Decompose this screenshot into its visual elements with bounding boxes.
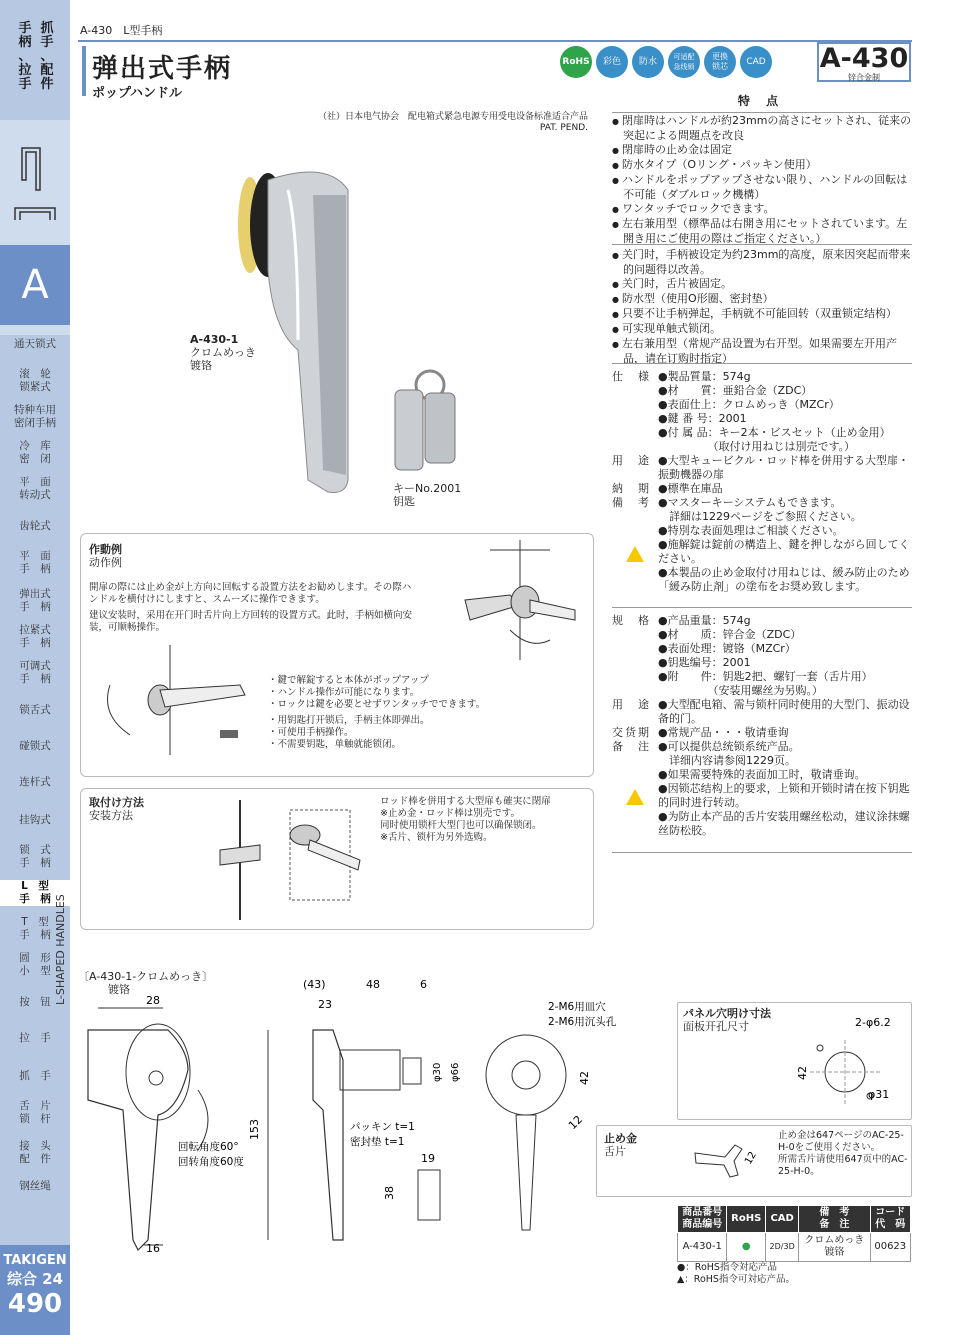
operation-title-cn: 动作例 (89, 556, 122, 569)
key-photo (380, 365, 470, 475)
model-number: A-430 (819, 43, 909, 74)
mounting-line: ロッド棒を併用する大型扉も確実に閉扉 (380, 796, 551, 807)
spec-row (612, 670, 912, 684)
spec-key (612, 656, 658, 670)
packing-jp: パッキン t=1 (350, 1121, 415, 1133)
sidebar-item[interactable]: 拉紧式 手 柄 (19, 624, 51, 649)
mounting-line: 同时使用锁杆大型门也可以确保锁闭。 (380, 820, 542, 831)
spec-key: 备 注 (612, 740, 651, 753)
operation-step-cn: ・不需要钥匙，单触就能锁闭。 (268, 739, 402, 750)
spec-row (612, 384, 912, 398)
association-text: （社）日本电气协会 配电箱式紧急电源专用受电设备标准适合产品 (317, 112, 588, 122)
divider (612, 607, 912, 608)
stopper-title-cn: 舌片 (604, 1145, 626, 1158)
sidebar-category-col2: 抓 手 、 配 件 (40, 21, 54, 92)
operation-desc-cn: 建议安装时，采用在开门时舌片向上方回转的设置方式。此时，手柄如横向安装，可顺畅操作。 (89, 610, 413, 633)
spec-row (612, 496, 912, 510)
spec-row (612, 426, 912, 440)
product-finish-cn: 镀铬 (190, 359, 212, 372)
spec-row (612, 398, 912, 412)
panel-cut-title-jp: パネル穴明け寸法 (683, 1007, 771, 1020)
dim-6: 6 (420, 978, 427, 991)
dim-phi66: φ66 (450, 1062, 461, 1082)
table-cell: 00623 (870, 1233, 910, 1262)
model-material: 锌合金制 (848, 73, 880, 82)
spec-value: ●大型キュービクル・ロッド棒を併用する大型扉・振動機器の扉 (658, 454, 910, 481)
key-number: キーNo.2001 (393, 482, 462, 495)
spec-row (612, 454, 912, 482)
spec-key: 用 途 (612, 698, 651, 711)
legend-item: ▲：RoHS指令可対応产品。 (677, 1274, 795, 1285)
feature-item: ● 只要不让手柄弹起，手柄就不可能回转（双重锁定结构） (612, 307, 912, 322)
spec-value: 詳細は1229ページをご参照ください。 (658, 510, 862, 523)
title-accent (82, 46, 86, 96)
dim-48: 48 (366, 978, 380, 991)
spec-row (612, 440, 912, 454)
dim-42: 42 (578, 1071, 591, 1085)
header-divider (78, 40, 912, 42)
dim-38: 38 (383, 1186, 396, 1200)
panel-cut-drawing (780, 1010, 910, 1118)
table-cell: クロムめっき 镀铬 (799, 1233, 870, 1262)
dim-19: 19 (421, 1152, 435, 1165)
spec-value: ●因锁芯结构上的要求，上锁和开锁时请在按下钥匙的同时进行转动。 (658, 782, 910, 809)
table-body (678, 1233, 911, 1262)
spec-row (612, 412, 912, 426)
stopper-title-jp: 止め金 (604, 1132, 637, 1145)
mounting-title-cn: 安装方法 (89, 809, 133, 822)
table-cell: 2D/3D (766, 1233, 799, 1262)
spec-value: ●材 质：锌合金（ZDC） (658, 628, 802, 641)
mounting-line: ※止め金・ロッド棒は別売です。 (380, 808, 521, 819)
spec-key: 交货期 (612, 726, 651, 739)
table-header-cell: 備 考 备 注 (799, 1206, 870, 1233)
mounting-title (89, 796, 144, 822)
spec-row (612, 684, 912, 698)
cad-icon: CAD (740, 46, 772, 78)
sidebar-item[interactable]: T 型 手 柄 (19, 916, 51, 941)
spec-row (612, 538, 912, 566)
spec-row (612, 768, 912, 782)
sidebar-vertical-text: L-SHAPED HANDLES (54, 894, 67, 1006)
spec-row (612, 370, 912, 384)
rohs-icon: RoHS (560, 46, 592, 78)
mounting-diagram (190, 790, 380, 930)
spec-value: ●表面处理：镀铬（MZCr） (658, 642, 796, 655)
product-finish-jp: クロムめっき (190, 346, 256, 359)
waterproof-icon: 防水 (632, 46, 664, 78)
operation-step-jp: ・ハンドル操作が可能になります。 (268, 687, 420, 698)
spec-row (612, 754, 912, 768)
spec-value: ●本製品の止め金取付け用ねじは、緩み防止のため「緩み防止剤」の塗布をお奨め致します。 (658, 566, 910, 593)
spec-value: ●材 質：亜鉛合金（ZDC） (658, 384, 813, 397)
spec-key (612, 510, 658, 524)
sidebar-category (0, 0, 70, 100)
stopper-title (604, 1132, 637, 1158)
feature-icons (560, 46, 772, 78)
key-label (393, 482, 461, 508)
features-jp (612, 114, 912, 246)
stopper-note-line: 止め金は647ページのAC-25-H-0をご使用ください。 (778, 1130, 904, 1153)
sidebar-category-col1: 手 柄 、 拉 手 (18, 21, 32, 92)
spec-key (612, 426, 658, 440)
spec-value: ●大型配电箱、需与锁杆同时使用的大型门、振动设备的门。 (658, 698, 910, 725)
operation-desc (89, 582, 419, 634)
page-number: 490 (7, 1289, 63, 1319)
specs-cn (612, 614, 912, 838)
operation-diagram-1 (450, 540, 590, 660)
operation-title-jp: 作動例 (89, 543, 122, 556)
spec-key (612, 754, 658, 768)
association-note (290, 112, 588, 134)
sidebar-item[interactable]: 齿轮式 (19, 520, 51, 532)
brand-name: TAKIGEN (3, 1253, 67, 1268)
table-header-cell: コード 代 码 (870, 1206, 910, 1233)
spec-value: ●常规产品・・・敬请垂询 (658, 726, 789, 739)
sidebar-item[interactable]: 接 头 配 件 (19, 1140, 51, 1165)
spec-value: ●付 属 品：キー2本・ビスセット（止め金用） (658, 426, 891, 439)
spec-row (612, 524, 912, 538)
key-core-icon: 更换 锁芯 (704, 46, 736, 78)
sidebar-item[interactable]: 钢丝绳 (19, 1180, 51, 1192)
spec-value: ●为防止本产品的舌片安装用螺丝松动，建议涂抹螺丝防松胶。 (658, 810, 910, 837)
dim-phi31: φ31 (868, 1088, 890, 1101)
product-model: A-430-1 (190, 333, 239, 346)
sidebar-footer (0, 1245, 70, 1335)
spec-key: 備 考 (612, 496, 651, 509)
dim-28: 28 (146, 994, 160, 1007)
sidebar-item[interactable]: 可调式 手 柄 (19, 660, 51, 685)
spec-row (612, 642, 912, 656)
sidebar-item[interactable]: 碰锁式 (19, 740, 51, 752)
feature-item: ● 左右兼用型（常规产品设置为右开型。如果需要左开用产品，请在订购时指定） (612, 337, 912, 366)
mounting-notes (380, 796, 590, 844)
spec-row (612, 726, 912, 740)
spec-value: ●钥匙编号：2001 (658, 656, 751, 669)
sidebar-item[interactable]: 按 钮 (19, 996, 51, 1008)
dim-phi62: 2-φ6.2 (855, 1016, 891, 1029)
sidebar-item[interactable]: 平 面 手 柄 (19, 550, 51, 575)
spec-value: ●附 件：钥匙2把、螺钉一套（舌片用） (658, 670, 873, 683)
pat-pend: PAT. PEND. (539, 123, 588, 133)
stopper-drawing (690, 1135, 775, 1190)
spec-row (612, 656, 912, 670)
feature-item: ● 可实现单触式锁闭。 (612, 322, 912, 337)
spec-key (612, 440, 658, 454)
spec-key (612, 684, 658, 698)
sidebar-item[interactable]: 滚 轮 锁紧式 (19, 368, 51, 393)
feature-item: ● 閉扉時はハンドルが約23mmの高さにセットされ、従来の突起による問題点を改良 (612, 114, 912, 143)
spec-key (612, 628, 658, 642)
table-cell: ● (727, 1233, 766, 1262)
sidebar-item[interactable]: 冷 库 密 闭 (19, 440, 51, 465)
sidebar-item[interactable]: 特种车用 密闭手柄 (14, 404, 56, 429)
legend-item: ●：RoHS指令対応产品 (677, 1262, 777, 1273)
sidebar-item[interactable]: 弹出式 手 柄 (19, 588, 51, 613)
feature-item: ● 防水タイプ（Oリング・パッキン使用） (612, 158, 912, 173)
dim-23: 23 (318, 998, 332, 1011)
feature-item: ● 关门时，舌片被固定。 (612, 277, 912, 292)
catalog-volume: 综合 24 (6, 1270, 64, 1288)
spec-value: ●施解錠は錠前の構造上、鍵を押しながら回してください。 (658, 538, 910, 565)
table-cell: A-430-1 (678, 1233, 727, 1262)
spec-key (612, 768, 658, 782)
spec-key (612, 566, 658, 594)
page-subtitle: ポップハンドル (92, 86, 182, 101)
angle-label-cn: 回转角度60度 (178, 1156, 244, 1168)
operation-desc-jp: 開扉の際には止め金が上方向に回転する設置方法をお勧めします。その際ハンドルを横付けにしますと、スムーズに操作できます。 (89, 582, 412, 605)
specs-jp (612, 370, 912, 594)
spec-value: ●マスターキーシステムもできます。 (658, 496, 842, 509)
table-header-cell: 商品番号 商品编号 (678, 1206, 727, 1233)
sidebar-item[interactable]: 平 面 转动式 (19, 476, 51, 501)
stopper-note-line: 所需舌片请使用647页中的AC-25-H-0。 (778, 1154, 908, 1177)
spec-key: 规 格 (612, 614, 651, 627)
spec-value: ●如果需要特殊的表面加工时，敬请垂询。 (658, 768, 866, 781)
feature-item: ● 关门时，手柄被设定为约23mm的高度，原来因突起而带来的问题得以改善。 (612, 248, 912, 277)
spec-key: 用 途 (612, 454, 651, 467)
packing-cn: 密封垫 t=1 (350, 1136, 405, 1148)
spec-key: 仕 様 (612, 370, 651, 383)
hole-label-2: 2-M6用沉头孔 (548, 1016, 617, 1028)
operation-step-jp: ・鍵で解錠すると本体がポップアップ (268, 675, 429, 686)
color-icon: 彩色 (596, 46, 628, 78)
panel-cut-title (683, 1007, 771, 1033)
l-handle-icon (0, 120, 70, 245)
product-table (677, 1205, 911, 1262)
spec-key (612, 524, 658, 538)
spec-row (612, 740, 912, 754)
spec-value: （取付け用ねじは別売です。） (658, 440, 856, 453)
warning-icon (626, 546, 644, 562)
spec-key: 納 期 (612, 482, 651, 495)
spec-row (612, 782, 912, 810)
spec-row (612, 614, 912, 628)
spec-value: ●製品質量：574g (658, 370, 751, 383)
mounting-line: ※舌片、锁杆为另外选购。 (380, 832, 493, 843)
sidebar-item[interactable]: 圆 形 小 型 (19, 952, 51, 977)
angle-label-jp: 回転角度60° (178, 1141, 239, 1153)
feature-item: ● 閉扉時の止め金は固定 (612, 143, 912, 158)
features-heading: 特 点 (612, 92, 910, 113)
sidebar-item[interactable]: 拉 手 (19, 1032, 51, 1044)
model-box (817, 42, 911, 82)
spec-value: ●標準在庫品 (658, 482, 723, 495)
feature-item: ● ハンドルをポップアップさせない限り、ハンドルの回転は不可能（ダブルロック機構） (612, 173, 912, 202)
spec-row (612, 510, 912, 524)
divider (612, 244, 912, 245)
operation-title (89, 543, 122, 569)
operation-diagram-2 (90, 645, 260, 755)
dim-43: (43) (303, 978, 326, 991)
mounting-title-jp: 取付け方法 (89, 796, 144, 809)
spec-key (612, 810, 658, 838)
spec-key (612, 398, 658, 412)
drawing-caption-cn: 镀铬 (108, 983, 130, 996)
table-row (678, 1233, 911, 1262)
sidebar-item[interactable]: 连杆式 (19, 776, 51, 788)
spec-value: ●鍵 番 号：2001 (658, 412, 747, 425)
feature-item: ● 防水型（使用O形圈、密封垫） (612, 292, 912, 307)
page-title: 弹出式手柄 (92, 54, 233, 84)
table-header (678, 1206, 911, 1233)
dim-153: 153 (248, 1119, 261, 1140)
stopper-dim: 12 (743, 1149, 759, 1167)
warning-icon (626, 789, 644, 805)
spec-value: 详细内容请参阅1229页。 (658, 754, 796, 767)
drawing-caption-jp: 〔A-430-1-クロムめっき〕 (78, 970, 214, 983)
feature-item: ● 左右兼用型（標準品は右開き用にセットされています。左開き用にご使用の際はご指定ください。） (612, 217, 912, 246)
dim-12: 12 (565, 1113, 586, 1133)
spec-key (612, 384, 658, 398)
spec-value: ●产品重量：574g (658, 614, 751, 627)
sidebar-item[interactable]: 通天锁式 (14, 338, 56, 350)
dim-16: 16 (146, 1242, 160, 1255)
table-header-cell: CAD (766, 1206, 799, 1233)
spec-row (612, 628, 912, 642)
features-cn (612, 248, 912, 366)
key-cn: 钥匙 (393, 495, 415, 508)
spec-key (612, 670, 658, 684)
operation-step-cn: ・用钥匙打开锁后，手柄主体即弹出。 (268, 715, 430, 726)
spec-row (612, 566, 912, 594)
sidebar-item[interactable]: 挂钩式 (19, 814, 51, 826)
operation-steps (268, 675, 588, 751)
sidebar-item[interactable]: 舌 片 锁 杆 (19, 1100, 51, 1125)
emergency-icon: 可适配 急线锁 (668, 46, 700, 78)
hole-label-1: 2-M6用皿穴 (548, 1001, 606, 1013)
spec-key (612, 412, 658, 426)
divider (612, 852, 912, 853)
spec-value: ●可以提供总统锁系统产品。 (658, 740, 800, 753)
panel-cut-title-cn: 面板开孔尺寸 (683, 1020, 749, 1033)
divider (612, 363, 912, 364)
breadcrumb: A-430 L型手柄 (80, 24, 163, 37)
spec-value: ●特別な表面処理はご相談ください。 (658, 524, 844, 537)
spec-row (612, 482, 912, 496)
spec-row (612, 810, 912, 838)
sidebar-section-letter: A (0, 245, 70, 325)
feature-item: ● ワンタッチでロックできます。 (612, 202, 912, 217)
sidebar-item[interactable]: 锁 式 手 柄 (19, 844, 51, 869)
dim-42-panel: 42 (796, 1066, 809, 1080)
sidebar-item[interactable]: 抓 手 (19, 1070, 51, 1082)
legend (677, 1262, 795, 1286)
stopper-note (778, 1130, 908, 1178)
operation-step-jp: ・ロックは鍵を必要とせずワンタッチでできます。 (268, 699, 486, 710)
table-header-cell: RoHS (727, 1206, 766, 1233)
spec-value: （安装用螺丝为另购。） (658, 684, 823, 697)
sidebar-item[interactable]: 锁舌式 (19, 704, 51, 716)
sidebar-item[interactable]: L 型 手 柄 (0, 880, 70, 906)
product-model-label (190, 333, 256, 372)
spec-row (612, 698, 912, 726)
operation-step-cn: ・可使用手柄操作。 (268, 727, 354, 738)
spec-value: ●表面仕上：クロムめっき（MZCr） (658, 398, 840, 411)
dim-phi30: φ30 (432, 1062, 443, 1082)
spec-key (612, 642, 658, 656)
